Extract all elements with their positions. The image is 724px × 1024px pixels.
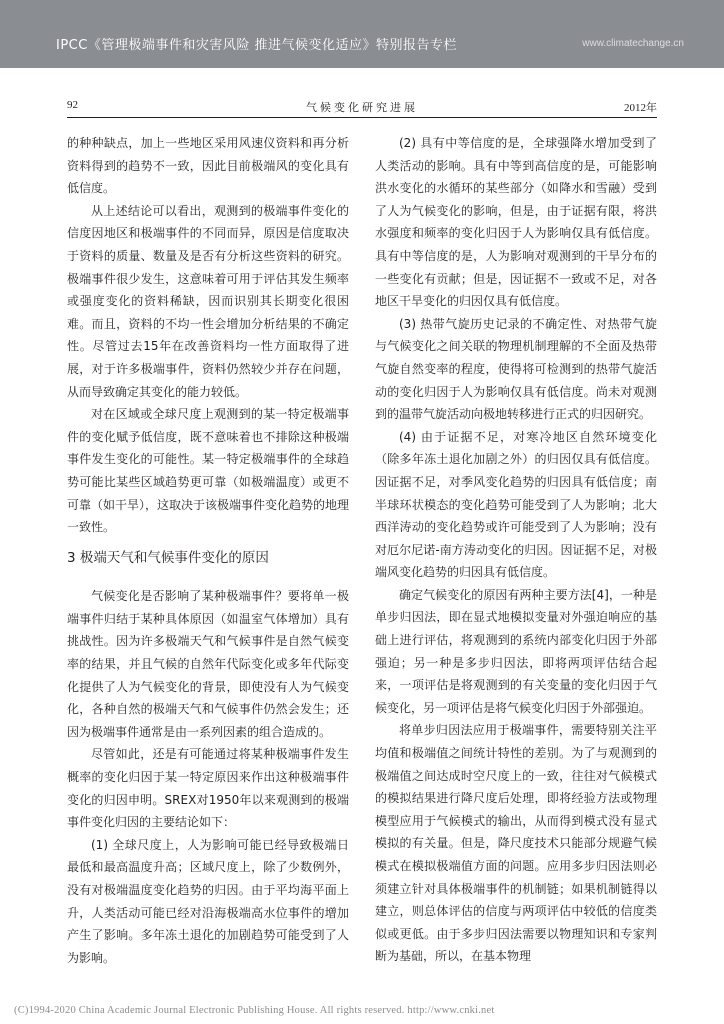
paragraph: (2) 具有中等信度的是，全球强降水增加受到了人类活动的影响。具有中等到高信度的是，可能影响洪水变化的水循环的某些部分（如降水和雪融）受到了人为气候变化的影响，但是，由于证据有限，将洪水强度和频率的变化归因于人为影响仅具有低信度。具有中等信度的是，人为影响对观测到的干旱分布的一些变化有贡献；但是，因证据不一致或不足，对各地区干旱变化的归因仅具有低信度。 <box>375 136 657 309</box>
issue-year: 2012年 <box>624 102 657 114</box>
paragraph: 确定气候变化的原因有两种主要方法[4]，一种是单步归因法，即在显式地模拟变量对外强迫响应的基础上进行评估，将观测到的系统内部变化归因于外部强迫；另一种是多步归因法，即将两项评估结合起来，一项评估是将观测到的有关变量的变化归因于气候变化，另一项评估是将气候变化归因于外部强迫。 <box>375 587 657 715</box>
website-url[interactable]: www.climatechange.cn <box>582 38 684 49</box>
paragraph: (1) 全球尺度上，人为影响可能已经导致极端日最低和最高温度升高；区域尺度上，除了少数例外，没有对极端温度变化趋势的归因。由于平均海平面上升，人类活动可能已经对沿海极端高水位事件的增加产生了影响。多年冻土退化的加剧趋势可能受到了人为影响。 <box>67 837 349 965</box>
paragraph: 对在区域或全球尺度上观测到的某一特定极端事件的变化赋予低信度，既不意味着也不排除这种极端事件发生变化的可能性。某一特定极端事件的全球趋势可能比某些区域趋势更可靠（如极端温度）或更不可靠（如干旱），这取决于该极端事件变化趋势的地理一致性。 <box>67 407 350 535</box>
page-number: 92 <box>67 99 78 111</box>
left-column <box>67 132 349 969</box>
banner <box>0 0 724 68</box>
copyright-footer: (C)1994-2020 China Academic Journal Electronic Publishing House. All rights reserved. http://www.cnki.net <box>14 1005 495 1016</box>
paragraph: 气候变化是否影响了某种极端事件？要将单一极端事件归结于某种具体原因（如温室气体增加）具有挑战性。因为许多极端天气和气候事件是自然气候变率的结果，并且气候的自然年代际变化或多年代际变化提供了人为气候变化的背景，即使没有人为气候变化，各种自然的极端天气和气候事件仍然会发生；还因为极端事件通常是由一系列因素的组合造成的。 <box>67 589 349 739</box>
header-divider <box>67 117 657 118</box>
paragraph: 将单步归因法应用于极端事件，需要特别关注平均值和极端值之间统计特性的差别。为了与观测到的极端值之间达成时空尺度上的一致，往往对气候模式的模拟结果进行降尺度后处理，即将经验方法或物理模型应用于气候模式的输出，从而得到模式没有显式模拟的有关量。但是，降尺度技术只能部分规避气候模式在模拟极端值方面的问题。应用多步归因法则必须建立针对具体极端事件的机制链；如果机制链得以建立，则总体评估的信度与两项评估中较低的信度类似或更低。由于多步归因法需要以物理知识和专家判断为基础，所以，在基本物理 <box>375 723 657 964</box>
paragraph: (4) 由于证据不足，对寒冷地区自然环境变化（除多年冻土退化加剧之外）的归因仅具有低信度。因证据不足，对季风变化趋势的归因具有低信度；南半球环状模态的变化趋势可能受到了人为影响；北大西洋涛动的变化趋势或许可能受到了人为影响；没有对厄尔尼诺-南方涛动变化的归因。因证据不足，对极端风变化趋势的归因具有低信度。 <box>375 429 657 580</box>
paragraph: (3) 热带气旋历史记录的不确定性、对热带气旋与气候变化之间关联的物理机制理解的不全面及热带气旋自然变率的程度，使得将可检测到的热带气旋活动的变化归因于人为影响仅具有低信度。尚未对观测到的温带气旋活动向极地转移进行正式的归因研究。 <box>375 316 657 422</box>
paragraph: 尽管如此，还是有可能通过将某种极端事件发生概率的变化归因于某一特定原因来作出这种极端事件变化的归因申明。SREX对1950年以来观测到的极端事件变化归因的主要结论如下： <box>67 747 349 830</box>
section-heading: 3 极端天气和气候事件变化的原因 <box>67 549 269 566</box>
paragraph: 的种种缺点，加上一些地区采用风速仪资料和再分析资料得到的趋势不一致，因此目前极端风的变化具有低信度。 <box>67 136 349 196</box>
banner-title: IPCC《管理极端事件和灾害风险 推进气候变化适应》特别报告专栏 <box>56 38 457 53</box>
journal-title: 气候变化研究进展 <box>306 101 418 114</box>
paragraph: 从上述结论可以看出，观测到的极端事件变化的信度因地区和极端事件的不同而异，原因是信度取决于资料的质量、数量及是否有分析这些资料的研究。极端事件很少发生，这意味着可用于评估其发生频率或强度变化的资料稀缺，因而识别其长期变化很困难。而且，资料的不均一性会增加分析结果的不确定性。尽管过去15年在改善资料均一性方面取得了进展，对于许多极端事件，资料仍然较少并存在问题，从而导致确定其变化的能力较低。 <box>67 203 349 399</box>
right-column <box>375 132 657 968</box>
